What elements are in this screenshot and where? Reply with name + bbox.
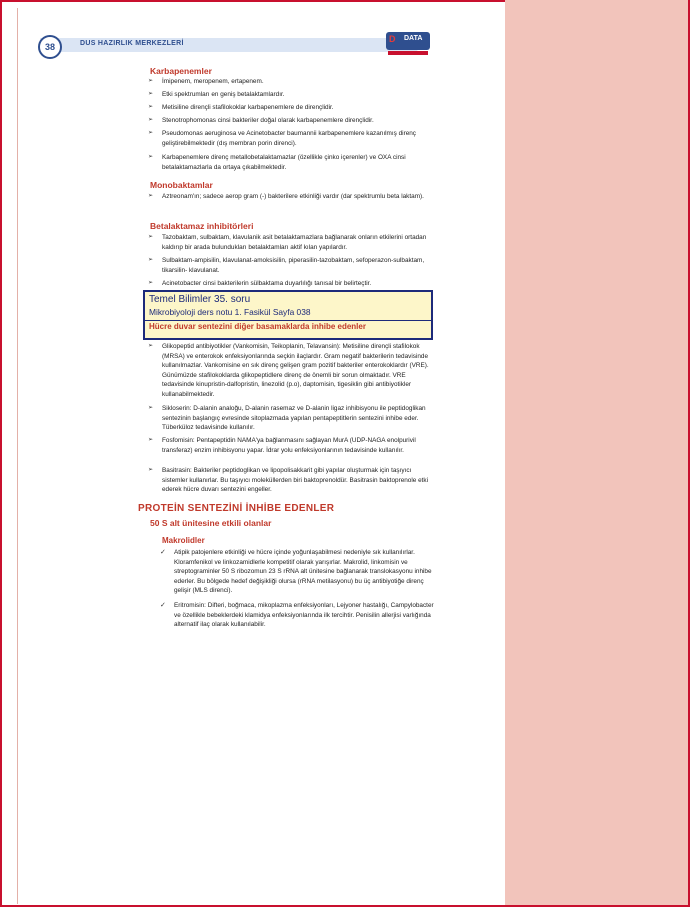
page-number: 38 [38,35,62,59]
arrow-bullet-icon: ➢ [148,234,154,240]
arrow-bullet-icon: ➢ [148,104,154,110]
arrow-bullet-icon: ➢ [148,467,154,473]
section-heading-betalaktamaz: Betalaktamaz inhibitörleri [150,221,254,231]
check-icon: ✓ [160,549,166,556]
arrow-bullet-icon: ➢ [148,78,154,84]
list-item: ➢ Stenotrophomonas cinsi bakteriler doğal olarak karbapenemlere dirençlidir. [148,117,374,124]
reference-overlay [143,290,433,340]
list-item: ➢ Metisiline dirençli stafilokoklar karbapenemlere de dirençlidir. [148,104,334,111]
logo-letter: D [389,34,396,44]
header-title: DUS HAZIRLIK MERKEZLERİ [80,40,184,47]
publisher-logo [386,32,430,56]
list-item: ➢ Basitrasin: Bakteriler peptidoglikan ve lipopolisakkarit gibi yapılar oluşturmak için taşıyıcı sistemler kullanırlar. Bu taşıyıcı moleküllerden biri baktoprenoldür. Basitrasin baktoprenole etki ederek hücre duvarı sentezini engeller. [148,467,429,494]
list-item: ➢ Sulbaktam-ampisilin, klavulanat-amoksisilin, piperasilin-tazobaktam, sefoperazon-sulbaktam, tikarsilin- klavulanat. [148,257,425,274]
list-item: ➢ Acinetobacter cinsi bakterilerin sülbaktama duyarlılığı tanısal bir belirteçtir. [148,280,372,287]
list-item: ➢ Karbapenemlere direnç metallobetalaktamazlar (özellikle çinko içerenler) ve OXA cinsi betalaktamazlarla da ortaya çıkabilmektedir. [148,154,406,171]
list-item: ➢ Glikopeptid antibiyotikler (Vankomisin, Teikoplanin, Telavansin): Metisiline dirençli stafilokok (MRSA) ve enterokok enfeksiyonlarında seçkin ilaçlardır. Gram negatif bakterilerin tedavisinde kullanılmazlar. Vankomisine en sık direnç gelişen gram pozitif bakteriler enterokoklardır (VRE). Günümüzde stafilokoklarda glikopeptidlere direnç de önemli bir sorun olmaktadır. VRE tedavisinde kinupristin-dalfopristin, linezolid (p.o), daptomisin, tigesiklin gibi antibiyotikler kullanabilmektedir. [148,343,429,398]
arrow-bullet-icon: ➢ [148,343,154,349]
list-item: ➢ Sikloserin: D-alanin analoğu, D-alanin rasemaz ve D-alanin ligaz inhibisyonu ile peptidoglikan sentezinin başlangıç evresinde sitoplazmada yapılan pentapeptitlerin sentezini inhibe eder. Tüberküloz tedavisinde kullanılır. [148,405,426,432]
side-panel [505,0,688,905]
chapter-heading-protein: PROTEİN SENTEZİNİ İNHİBE EDENLER [138,503,335,514]
overlay-question: Temel Bilimler 35. soru [149,294,251,305]
list-item: ➢ Tazobaktam, sulbaktam, klavulanik asit betalaktamazlara bağlanarak onların etkilerini ortadan kaldırıp bir arada bulundukları betalaktamları aktif kılan yapılardır. [148,234,427,251]
arrow-bullet-icon: ➢ [148,130,154,136]
arrow-bullet-icon: ➢ [148,154,154,160]
overlay-source: Mikrobiyoloji ders notu 1. Fasikül Sayfa 038 [149,307,311,317]
logo-word: DATA [404,35,423,42]
arrow-bullet-icon: ➢ [148,257,154,263]
arrow-bullet-icon: ➢ [148,405,154,411]
arrow-bullet-icon: ➢ [148,91,154,97]
section-heading-monobaktamlar: Monobaktamlar [150,180,213,190]
list-item: ➢ İmipenem, meropenem, ertapenem. [148,78,264,85]
arrow-bullet-icon: ➢ [148,280,154,286]
list-item: ➢ Fosfomisin: Pentapeptidin NAMA'ya bağlanmasını sağlayan MurA (UDP-NAGA enolpurivil transferaz) enzim inhibisyonu yapar. İdrar yolu enfeksiyonlarının tedavisinde kullanılır. [148,437,416,454]
subheading-50s: 50 S alt ünitesine etkili olanlar [150,518,272,528]
list-item: ➢ Pseudomonas aeruginosa ve Acinetobacter baumannii karbapenemlere kazanılmış direnç geliştirebilmektedir (dış membran porin direnci). [148,130,416,147]
list-item: ✓ Atipik patojenlere etkinliği ve hücre içinde yoğunlaşabilmesi nedeniyle sık kullanılırlar. Kloramfenikol ve linkozamidlerle kompetitif olarak yarışırlar. Makrolid, linkomisin ve streptograminler 50 S ribozomun 23 S rRNA alt ünitesine bağlanarak translokasyonu inhibe ederler. Bu bölgede hedef değişikliği olursa (rRNA metilasyonu) bu üç antibiyotiğe direnç gelişir (MLS direnci). [160,549,432,595]
section-heading-karbapenemler: Karbapenemler [150,66,212,76]
arrow-bullet-icon: ➢ [148,117,154,123]
arrow-bullet-icon: ➢ [148,193,154,199]
list-item: ➢ Etki spektrumları en geniş betalaktamlardır. [148,91,285,98]
list-item: ➢ Aztreonam'ın; sadece aerop gram (-) bakterilere etkinliği vardır (dar spektrumlu beta laktam). [148,193,424,200]
overlay-divider [145,320,431,321]
arrow-bullet-icon: ➢ [148,437,154,443]
list-item: ✓ Eritromisin: Difteri, boğmaca, mikoplazma enfeksiyonları, Lejyoner hastalığı, Campylobacter ve özellikle bebeklerdeki klamidya enfeksiyonlarında ilk tercihtir. Penisilin allerjisi varlığında alternatif ilaç olarak kullanılabilir. [160,602,434,629]
check-icon: ✓ [160,602,166,609]
overlay-heading: Hücre duvar sentezini diğer basamaklarda inhibe edenler [149,322,366,331]
subheading-makrolidler: Makrolidler [162,536,205,545]
